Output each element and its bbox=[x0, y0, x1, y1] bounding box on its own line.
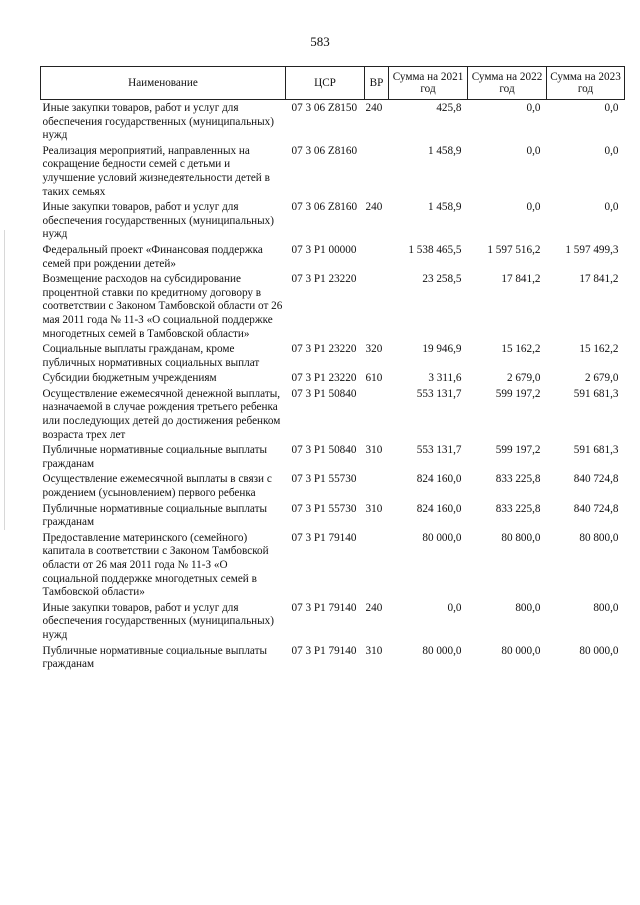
row-sum-2022: 1 597 516,2 bbox=[487, 243, 541, 256]
row-name: Публичные нормативные социальные выплаты гражданам bbox=[42, 444, 268, 470]
row-csr-code: 07 3 06 Z8150 bbox=[291, 102, 358, 114]
row-sum-2022: 0,0 bbox=[526, 144, 541, 157]
row-sum-2022: 2 679,0 bbox=[506, 372, 541, 385]
row-sum-2023: 800,0 bbox=[593, 601, 619, 614]
row-csr-code: 07 3 P1 50840 bbox=[291, 387, 357, 400]
row-sum-2021: 80 000,0 bbox=[422, 531, 462, 544]
table-row bbox=[41, 100, 625, 143]
row-vr-code: 310 bbox=[365, 444, 383, 457]
row-sum-2022: 599 197,2 bbox=[495, 444, 541, 457]
row-sum-2023: 2 679,0 bbox=[584, 372, 619, 385]
table-row bbox=[41, 370, 625, 386]
row-name: Иные закупки товаров, работ и услуг для обеспечения государственных (муниципальных) нужд bbox=[42, 601, 274, 641]
table-row bbox=[41, 501, 625, 530]
row-sum-2021: 0,0 bbox=[447, 601, 462, 614]
row-vr-code: 240 bbox=[365, 201, 383, 214]
table-row bbox=[41, 242, 625, 271]
row-csr-code: 07 3 P1 55730 bbox=[291, 473, 357, 486]
header-vr: ВР bbox=[365, 67, 389, 100]
row-sum-2021: 1 458,9 bbox=[427, 144, 462, 157]
row-sum-2021: 1 538 465,5 bbox=[408, 243, 462, 256]
row-name: Осуществление ежемесячной выплаты в связи с рождением (усыновлением) первого ребенка bbox=[42, 473, 272, 500]
row-sum-2021: 1 458,9 bbox=[427, 201, 462, 214]
row-csr-code: 07 3 06 Z8160 bbox=[291, 201, 358, 214]
row-vr-code bbox=[365, 271, 389, 341]
row-sum-2021: 3 311,6 bbox=[428, 372, 462, 385]
row-csr-code: 07 3 P1 50840 bbox=[291, 444, 357, 457]
table-body bbox=[41, 100, 625, 672]
row-vr-code: 310 bbox=[365, 502, 383, 515]
table-row bbox=[41, 386, 625, 442]
row-csr-code: 07 3 P1 55730 bbox=[291, 502, 357, 515]
row-name: Возмещение расходов на субсидирование процентной ставки по кредитному договору в соответствии с Законом Тамбовской области от 26 мая 2011 года № 11-З «О социальной поддержке многодетных семей в Тамбовской области» bbox=[42, 273, 283, 340]
row-name: Предоставление материнского (семейного) капитала в соответствии с Законом Тамбовской области от 26 мая 2011 года № 11-З «О социальной поддержке многодетных семей в Тамбовской области» bbox=[42, 531, 269, 599]
row-sum-2021: 23 258,5 bbox=[422, 273, 462, 286]
row-sum-2023: 17 841,2 bbox=[579, 273, 619, 286]
header-name: Наименование bbox=[41, 67, 286, 100]
row-vr-code bbox=[365, 386, 389, 442]
row-csr-code: 07 3 P1 79140 bbox=[291, 531, 357, 544]
row-name: Иные закупки товаров, работ и услуг для обеспечения государственных (муниципальных) нужд bbox=[42, 201, 274, 241]
row-sum-2022: 15 162,2 bbox=[501, 343, 541, 356]
row-sum-2022: 800,0 bbox=[515, 601, 541, 614]
row-sum-2023: 1 597 499,3 bbox=[565, 243, 619, 256]
table-row bbox=[41, 271, 625, 341]
row-sum-2022: 599 197,2 bbox=[495, 387, 541, 400]
row-csr-code: 07 3 P1 23220 bbox=[291, 343, 357, 356]
row-csr-code: 07 3 P1 23220 bbox=[291, 372, 357, 385]
row-sum-2021: 425,8 bbox=[436, 102, 462, 114]
row-csr-code: 07 3 P1 23220 bbox=[291, 273, 357, 286]
header-sum-2023: Сумма на 2023 год bbox=[547, 67, 625, 100]
table-row bbox=[41, 471, 625, 500]
row-sum-2022: 833 225,8 bbox=[495, 473, 541, 486]
table-row bbox=[41, 199, 625, 242]
row-sum-2023: 0,0 bbox=[604, 201, 619, 214]
row-vr-code: 240 bbox=[365, 601, 383, 614]
row-sum-2021: 824 160,0 bbox=[416, 473, 462, 486]
row-name: Социальные выплаты гражданам, кроме публичных нормативных социальных выплат bbox=[42, 343, 260, 369]
row-sum-2023: 840 724,8 bbox=[573, 502, 619, 515]
table-row bbox=[41, 530, 625, 600]
row-name: Публичные нормативные социальные выплаты гражданам bbox=[42, 644, 268, 671]
row-sum-2021: 553 131,7 bbox=[416, 444, 462, 457]
header-sum-2022: Сумма на 2022 год bbox=[468, 67, 547, 100]
header-csr: ЦСР bbox=[286, 67, 365, 100]
table-row bbox=[41, 600, 625, 643]
row-sum-2023: 591 681,3 bbox=[573, 387, 619, 400]
table-row bbox=[41, 143, 625, 199]
row-vr-code bbox=[365, 242, 389, 271]
page-number: 583 bbox=[310, 34, 330, 49]
row-sum-2022: 0,0 bbox=[526, 102, 541, 114]
row-name: Иные закупки товаров, работ и услуг для обеспечения государственных (муниципальных) нужд bbox=[42, 102, 274, 142]
row-name: Реализация мероприятий, направленных на сокращение бедности семей с детьми и улучшение условий жизнедеятельности детей в таких семьях bbox=[42, 144, 270, 198]
row-sum-2021: 80 000,0 bbox=[422, 644, 462, 657]
row-csr-code: 07 3 P1 00000 bbox=[291, 243, 357, 256]
row-sum-2023: 0,0 bbox=[604, 102, 619, 114]
row-sum-2023: 80 800,0 bbox=[579, 531, 619, 544]
row-vr-code: 240 bbox=[365, 102, 383, 114]
scan-edge-line bbox=[4, 230, 5, 530]
row-sum-2021: 824 160,0 bbox=[416, 502, 462, 515]
row-sum-2022: 0,0 bbox=[526, 201, 541, 214]
row-name: Осуществление ежемесячной денежной выплаты, назначаемой в случае рождения третьего ребенка или последующих детей до достижения ребенком возраста трех лет bbox=[42, 387, 281, 441]
row-name: Федеральный проект «Финансовая поддержка семей при рождении детей» bbox=[42, 243, 263, 270]
row-sum-2023: 591 681,3 bbox=[573, 444, 619, 457]
row-vr-code bbox=[365, 471, 389, 500]
row-name: Субсидии бюджетным учреждениям bbox=[42, 372, 217, 385]
row-sum-2022: 17 841,2 bbox=[501, 273, 541, 286]
table-row bbox=[41, 442, 625, 471]
row-vr-code bbox=[365, 143, 389, 199]
row-csr-code: 07 3 P1 79140 bbox=[291, 601, 357, 614]
row-vr-code bbox=[365, 530, 389, 600]
row-sum-2023: 80 000,0 bbox=[579, 644, 619, 657]
row-name: Публичные нормативные социальные выплаты гражданам bbox=[42, 502, 268, 529]
row-vr-code: 320 bbox=[365, 343, 383, 356]
row-sum-2022: 80 800,0 bbox=[501, 531, 541, 544]
budget-table bbox=[40, 66, 625, 672]
row-sum-2022: 80 000,0 bbox=[501, 644, 541, 657]
row-sum-2023: 15 162,2 bbox=[579, 343, 619, 356]
row-sum-2022: 833 225,8 bbox=[495, 502, 541, 515]
row-sum-2021: 553 131,7 bbox=[416, 387, 462, 400]
row-sum-2023: 0,0 bbox=[604, 144, 619, 157]
table-row bbox=[41, 643, 625, 672]
row-vr-code: 610 bbox=[365, 372, 383, 385]
table-header-row bbox=[41, 67, 625, 100]
row-sum-2023: 840 724,8 bbox=[573, 473, 619, 486]
row-sum-2021: 19 946,9 bbox=[422, 343, 462, 356]
row-csr-code: 07 3 06 Z8160 bbox=[291, 144, 358, 157]
row-csr-code: 07 3 P1 79140 bbox=[291, 644, 357, 657]
header-sum-2021: Сумма на 2021 год bbox=[389, 67, 468, 100]
table-row bbox=[41, 341, 625, 370]
row-vr-code: 310 bbox=[365, 644, 383, 657]
